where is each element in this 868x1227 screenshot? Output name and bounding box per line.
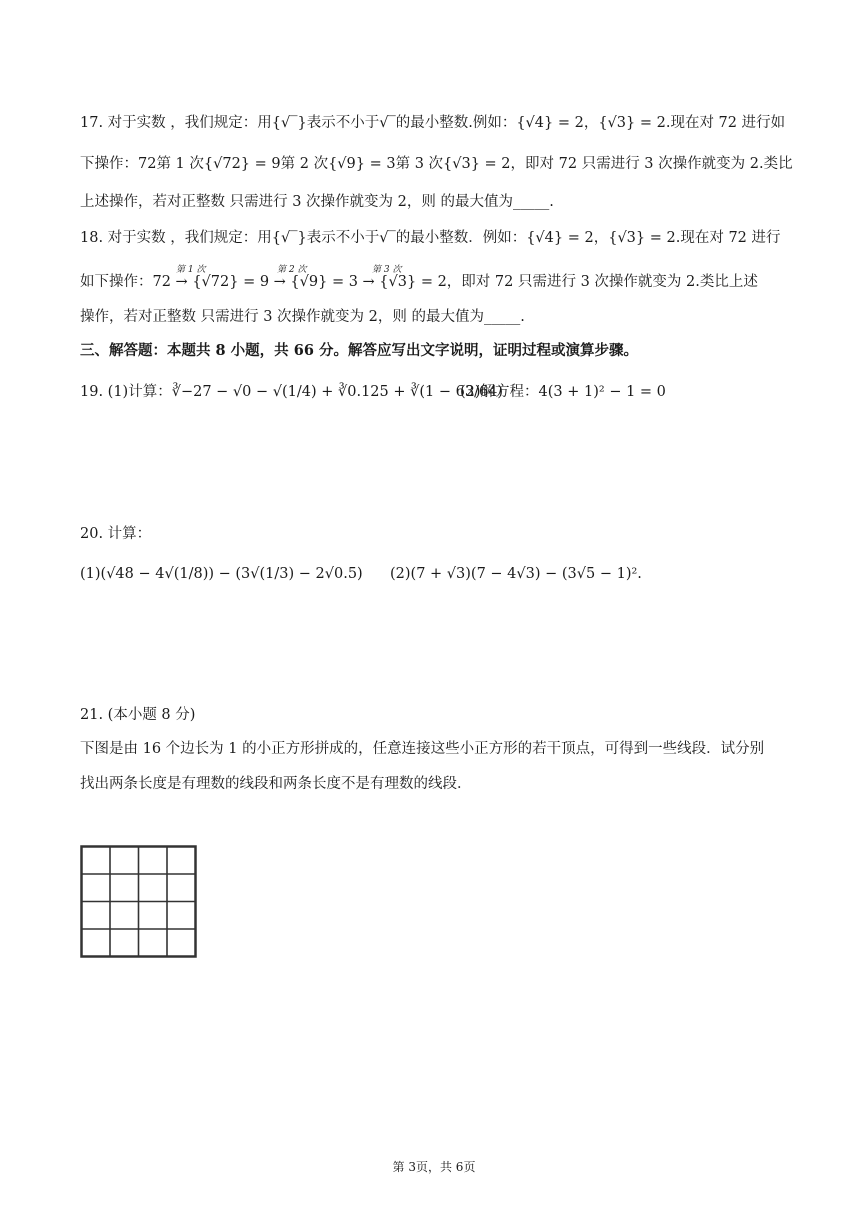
section-heading: 三、解答题：本题共 8 小题，共 66 分。解答应写出文字说明，证明过程或演算步骤。	[80, 342, 638, 359]
q17-line-2: 下操作：72第 1 次{√72} = 9第 2 次{√9} = 3第 3 次{√3} = 2，即对 72 只需进行 3 次操作就变为 2.类比	[80, 156, 793, 172]
q20-part-1: (1)(√48 − 4√(1/8)) − (3√(1/3) − 2√0.5)	[80, 566, 363, 582]
q17-line-1: 17. 对于实数 ，我们规定：用{√‾}表示不小于√‾的最小整数.例如：{√4} = 2，{√3} = 2.现在对 72 进行如	[80, 115, 786, 131]
q19-part-2: (2)解方程：4(3 + 1)² − 1 = 0	[460, 384, 666, 400]
q18-line-1: 18. 对于实数 ，我们规定：用{√‾}表示不小于√‾的最小整数．例如：{√4} = 2，{√3} = 2.现在对 72 进行	[80, 230, 781, 246]
q20-title: 20. 计算：	[80, 526, 152, 542]
q21-line-2: 找出两条长度是有理数的线段和两条长度不是有理数的线段．	[80, 776, 472, 792]
q18-arrow-label-2: 第 2 次	[277, 265, 307, 275]
q18-line-2: 如下操作：72 → {√72} = 9 → {√9} = 3 → {√3} = 2，即对 72 只需进行 3 次操作就变为 2.类比上述	[80, 274, 758, 290]
q19-part-1: 19. (1)计算：∛−27 − √0 − √(1/4) + ∛0.125 + ∛(1 − 63/64)	[80, 384, 504, 400]
q18-arrow-label-3: 第 3 次	[372, 265, 402, 275]
q21-line-1: 下图是由 16 个边长为 1 的小正方形拼成的，任意连接这些小正方形的若干顶点，可得到一些线段．试分别	[80, 741, 765, 757]
q18-arrow-label-1: 第 1 次	[176, 265, 206, 275]
q20-part-2: (2)(7 + √3)(7 − 4√3) − (3√5 − 1)².	[390, 566, 642, 582]
page-number: 第 3页，共 6页	[392, 1160, 476, 1174]
q18-line-3: 操作，若对正整数 只需进行 3 次操作就变为 2，则 的最大值为_____.	[80, 309, 525, 325]
q21-title: 21. (本小题 8 分)	[80, 707, 196, 723]
q17-line-3: 上述操作，若对正整数 只需进行 3 次操作就变为 2，则 的最大值为_____.	[80, 194, 554, 210]
unit-square-grid	[80, 845, 198, 959]
